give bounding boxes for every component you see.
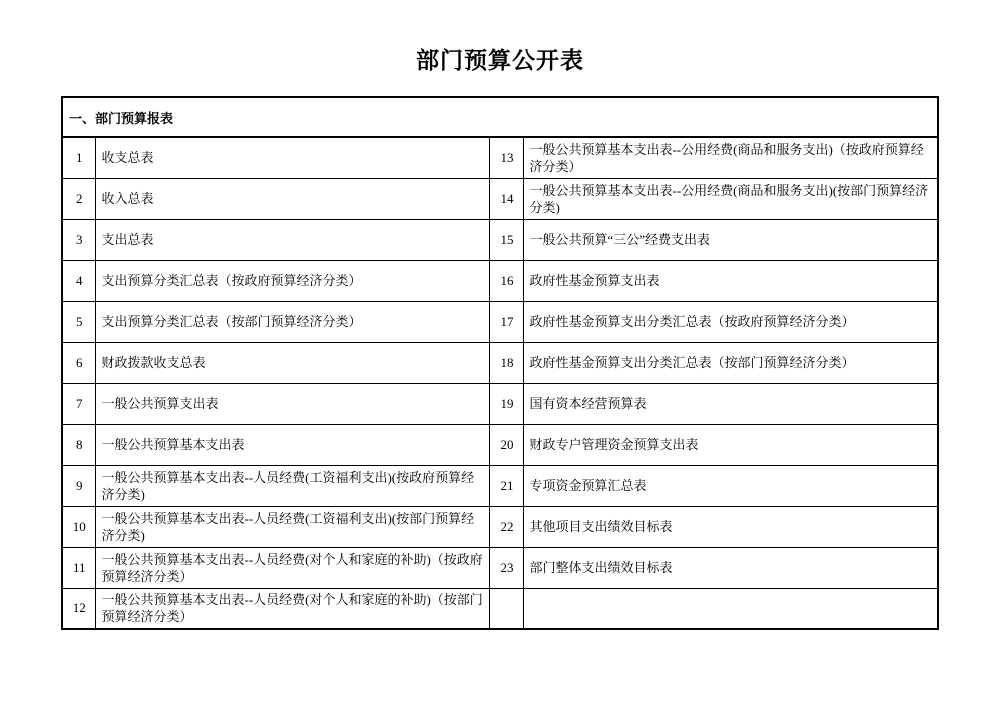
row-number-left: 7 <box>62 383 96 424</box>
table-row <box>62 301 938 342</box>
report-name-left: 支出总表 <box>96 219 490 260</box>
row-number-left: 12 <box>62 588 96 629</box>
row-number-right: 19 <box>490 383 524 424</box>
table-row <box>62 342 938 383</box>
table-row <box>62 588 938 629</box>
report-name-left: 一般公共预算支出表 <box>96 383 490 424</box>
report-name-right: 政府性基金预算支出表 <box>524 260 938 301</box>
report-name-right: 其他项目支出绩效目标表 <box>524 506 938 547</box>
row-number-left: 10 <box>62 506 96 547</box>
row-number-right: 23 <box>490 547 524 588</box>
section-header: 一、部门预算报表 <box>62 97 938 137</box>
row-number-left: 5 <box>62 301 96 342</box>
report-name-right: 政府性基金预算支出分类汇总表（按部门预算经济分类） <box>524 342 938 383</box>
report-name-right: 国有资本经营预算表 <box>524 383 938 424</box>
row-number-right: 22 <box>490 506 524 547</box>
row-number-right: 15 <box>490 219 524 260</box>
report-name-left: 一般公共预算基本支出表--人员经费(对个人和家庭的补助)（按部门预算经济分类） <box>96 588 490 629</box>
row-number-right: 20 <box>490 424 524 465</box>
table-row <box>62 219 938 260</box>
table-row <box>62 506 938 547</box>
row-number-left: 6 <box>62 342 96 383</box>
budget-report-index-table <box>61 96 939 630</box>
row-number-left: 8 <box>62 424 96 465</box>
report-name-left: 支出预算分类汇总表（按部门预算经济分类） <box>96 301 490 342</box>
report-name-left: 一般公共预算基本支出表--人员经费(工资福利支出)(按政府预算经济分类) <box>96 465 490 506</box>
report-name-right: 部门整体支出绩效目标表 <box>524 547 938 588</box>
row-number-right: 18 <box>490 342 524 383</box>
row-number-right <box>490 588 524 629</box>
table-row <box>62 465 938 506</box>
table-row <box>62 260 938 301</box>
table-row <box>62 424 938 465</box>
section-header-row <box>62 97 938 137</box>
report-name-left: 一般公共预算基本支出表 <box>96 424 490 465</box>
table-row <box>62 383 938 424</box>
row-number-right: 21 <box>490 465 524 506</box>
row-number-right: 16 <box>490 260 524 301</box>
row-number-right: 14 <box>490 178 524 219</box>
row-number-right: 17 <box>490 301 524 342</box>
report-name-left: 一般公共预算基本支出表--人员经费(工资福利支出)(按部门预算经济分类) <box>96 506 490 547</box>
report-name-left: 一般公共预算基本支出表--人员经费(对个人和家庭的补助)（按政府预算经济分类） <box>96 547 490 588</box>
report-name-right: 财政专户管理资金预算支出表 <box>524 424 938 465</box>
report-name-left: 支出预算分类汇总表（按政府预算经济分类） <box>96 260 490 301</box>
table-row <box>62 178 938 219</box>
table-row <box>62 137 938 178</box>
report-name-right: 一般公共预算基本支出表--公用经费(商品和服务支出)（按政府预算经济分类） <box>524 137 938 178</box>
row-number-left: 9 <box>62 465 96 506</box>
row-number-left: 3 <box>62 219 96 260</box>
report-name-right: 专项资金预算汇总表 <box>524 465 938 506</box>
table-row <box>62 547 938 588</box>
report-name-right: 一般公共预算基本支出表--公用经费(商品和服务支出)(按部门预算经济分类) <box>524 178 938 219</box>
report-name-left: 财政拨款收支总表 <box>96 342 490 383</box>
report-name-left: 收入总表 <box>96 178 490 219</box>
report-name-left: 收支总表 <box>96 137 490 178</box>
row-number-left: 11 <box>62 547 96 588</box>
row-number-left: 2 <box>62 178 96 219</box>
report-name-right: 一般公共预算“三公”经费支出表 <box>524 219 938 260</box>
page-title: 部门预算公开表 <box>416 48 584 73</box>
row-number-right: 13 <box>490 137 524 178</box>
report-name-right <box>524 588 938 629</box>
row-number-left: 1 <box>62 137 96 178</box>
report-name-right: 政府性基金预算支出分类汇总表（按政府预算经济分类） <box>524 301 938 342</box>
row-number-left: 4 <box>62 260 96 301</box>
